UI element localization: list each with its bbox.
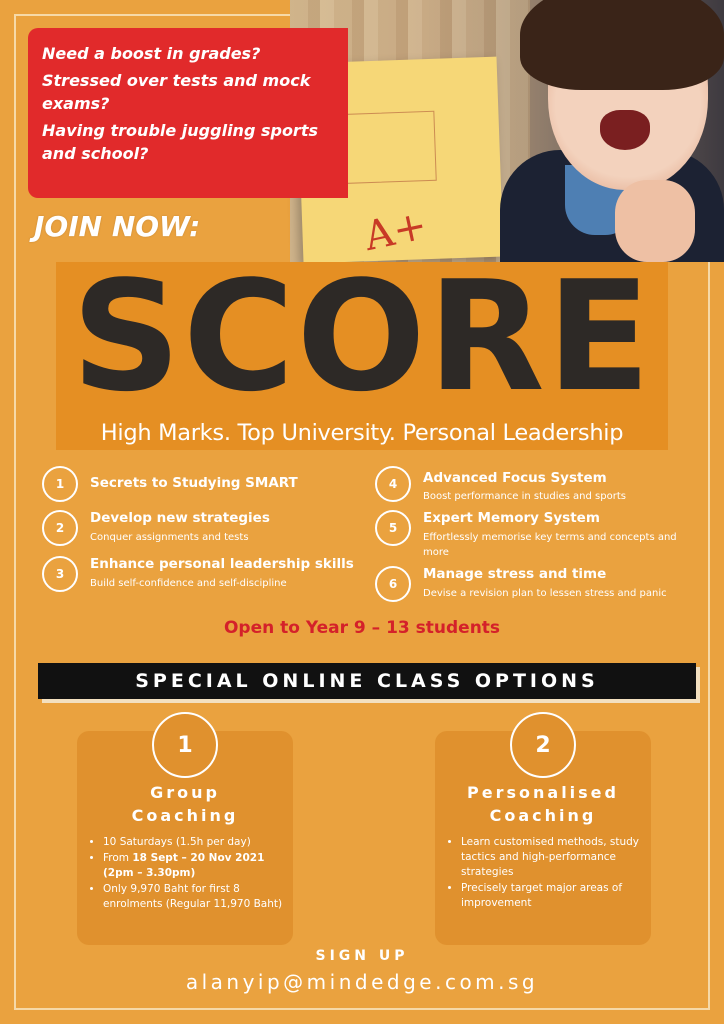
option-number-badge: 1 bbox=[152, 712, 218, 778]
callout-line-juggling: Having trouble juggling sports and school? bbox=[42, 121, 318, 163]
option-bullet: • Learn customised methods, study tactics and high-performance strategies bbox=[461, 835, 651, 880]
feature-description: Effortlessly memorise key terms and concepts and more bbox=[423, 532, 677, 558]
sign-up-label: SIGN UP bbox=[315, 948, 409, 964]
option-title-line: Personalised bbox=[467, 783, 619, 802]
student-mouth bbox=[600, 110, 650, 150]
option-title-line: Group bbox=[150, 783, 220, 802]
option-title-line: Coaching bbox=[489, 806, 597, 825]
option-details bbox=[103, 835, 293, 913]
option-bullet-prefix: From bbox=[103, 852, 133, 864]
folder-grade: A+ bbox=[360, 202, 431, 261]
option-title-line: Coaching bbox=[131, 806, 239, 825]
option-bullet: • Only 9,970 Baht for first 8 enrolments (Regular 11,970 Baht) bbox=[103, 882, 293, 912]
callout-line-grades: Need a boost in grades? bbox=[42, 44, 261, 63]
option-bullet bbox=[103, 851, 293, 881]
feature-title: Advanced Focus System bbox=[423, 470, 607, 486]
feature-description: Boost performance in studies and sports bbox=[423, 491, 626, 502]
option-title bbox=[435, 781, 651, 827]
option-details bbox=[461, 835, 651, 912]
feature-description: Build self-confidence and self-discipline bbox=[90, 578, 287, 589]
class-options-banner: SPECIAL ONLINE CLASS OPTIONS bbox=[38, 663, 696, 699]
feature-title: Secrets to Studying SMART bbox=[90, 475, 298, 491]
feature-description: Conquer assignments and tests bbox=[90, 532, 249, 543]
contact-email-link[interactable]: alanyip@mindedge.com.sg bbox=[185, 970, 539, 994]
feature-number: 5 bbox=[375, 510, 411, 546]
brand-tagline: High Marks. Top University. Personal Leadership bbox=[100, 420, 624, 446]
folder-label bbox=[334, 111, 436, 184]
option-number-badge: 2 bbox=[510, 712, 576, 778]
feature-description: Devise a revision plan to lessen stress and panic bbox=[423, 588, 667, 599]
callout-line-stress: Stressed over tests and mock exams? bbox=[42, 71, 311, 113]
join-now-heading: JOIN NOW: bbox=[34, 210, 201, 243]
feature-number: 4 bbox=[375, 466, 411, 502]
feature-number: 2 bbox=[42, 510, 78, 546]
student-hair bbox=[520, 0, 724, 90]
option-bullet: • 10 Saturdays (1.5h per day) bbox=[103, 835, 293, 850]
feature-title: Expert Memory System bbox=[423, 510, 600, 526]
feature-number: 6 bbox=[375, 566, 411, 602]
eligibility-note: Open to Year 9 – 13 students bbox=[223, 618, 501, 638]
option-title bbox=[77, 781, 293, 827]
feature-title: Manage stress and time bbox=[423, 566, 607, 582]
option-bullet: • Precisely target major areas of improvement bbox=[461, 881, 651, 911]
feature-title: Enhance personal leadership skills bbox=[90, 556, 354, 572]
feature-number: 3 bbox=[42, 556, 78, 592]
question-callout bbox=[28, 28, 348, 198]
feature-title: Develop new strategies bbox=[90, 510, 270, 526]
option-dates: 18 Sept – 20 Nov 2021 (2pm – 3.30pm) bbox=[103, 852, 265, 879]
brand-title: SCORE bbox=[71, 248, 653, 425]
feature-number: 1 bbox=[42, 466, 78, 502]
